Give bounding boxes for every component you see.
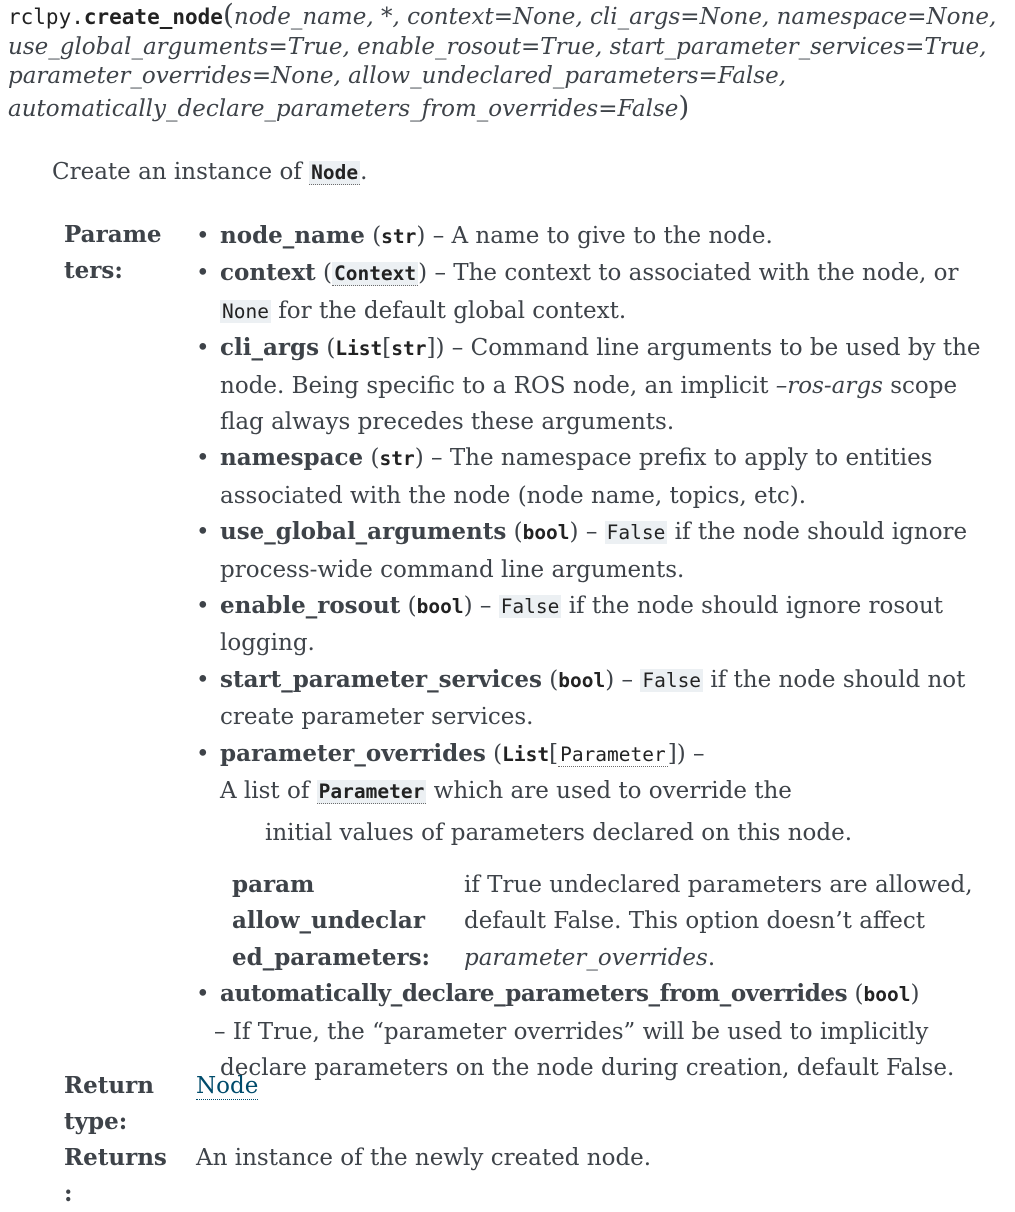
signature-separator: ,: [979, 33, 987, 60]
parameter-class-link[interactable]: Parameter: [318, 780, 425, 804]
parameter-type-link[interactable]: Parameter: [560, 742, 666, 766]
description-prefix: Create an instance of: [52, 159, 310, 185]
param-node-name: • node_name (str) – A name to give to the node.: [196, 218, 1008, 255]
allow-undeclared-definition: [232, 867, 1008, 976]
signature-separator: ,: [392, 4, 408, 30]
param-context: • context ( Context) – The context to associated with the node, or None for the default global context.: [196, 259, 959, 324]
signature-separator: ,: [575, 4, 590, 30]
signature-arg: automatically_declare_parameters_from_overrides=False: [8, 95, 679, 122]
signature-arg: allow_undeclared_parameters=False: [348, 63, 779, 89]
signature-separator: ,: [333, 63, 349, 89]
signature-arg: context=None: [407, 4, 576, 30]
param-cli-args: • cli_args (List[str]) – Command line arguments to be used by the node. Being specific to a ROS node, an implicit –ros-args scope flag always precedes these arguments.: [196, 334, 981, 436]
bullet: •: [196, 223, 210, 249]
param-parameter-overrides: • parameter_overrides (List[ Parameter]) – A list of Parameter which are used to override the initial values of parameters declared on this node. param allow_undeclar ed_parameters: if True undeclared parameters are allowed, default False. This option doesn’t affect parameter_overrides.: [196, 736, 1008, 976]
function-description: [52, 157, 367, 188]
signature-arg: namespace=None: [776, 4, 989, 30]
param-use-global-arguments: • use_global_arguments (bool) – False if the node should ignore process-wide command line arguments.: [196, 518, 968, 583]
signature-separator: ,: [342, 33, 358, 60]
node-return-link[interactable]: Node: [196, 1073, 259, 1099]
signature-separator: ,: [366, 4, 381, 30]
param-namespace: • namespace (str) – The namespace prefix to apply to entities associated with the node (node name, topics, etc).: [196, 444, 933, 509]
module-name: rclpy.: [8, 5, 84, 29]
param-start-parameter-services: • start_parameter_services (bool) – False if the node should not create parameter services.: [196, 665, 966, 731]
open-paren: (: [222, 0, 234, 31]
signature-arg: parameter_overrides=None: [8, 63, 334, 89]
definition-body: if True undeclared parameters are allowed, default False. This option doesn’t affect parameter_overrides.: [464, 871, 973, 971]
function-name: create_node: [83, 5, 223, 29]
signature-arg: node_name: [233, 4, 367, 30]
parameters-label: Parame ters:: [64, 221, 162, 284]
signature-arg: *: [380, 4, 393, 30]
signature-arg: use_global_arguments=True: [8, 33, 343, 60]
signature-separator: ,: [761, 4, 777, 30]
param-auto-declare: • automatically_declare_parameters_from_overrides (bool) – If True, the “parameter overrides” will be used to implicitly declare parameters on the node during creation, default False.: [196, 980, 955, 1081]
param-enable-rosout: • enable_rosout (bool) – False if the node should ignore rosout logging.: [196, 592, 944, 657]
return-type-label: Return type:: [64, 1072, 154, 1135]
parameters-list: [196, 218, 1008, 1086]
signature-arg: start_parameter_services=True: [609, 33, 980, 60]
function-signature: [8, 0, 1008, 124]
returns-value: An instance of the newly created node.: [196, 1145, 652, 1171]
signature-arg: cli_args=None: [589, 4, 762, 30]
returns-label: Returns :: [64, 1144, 167, 1207]
return-type-value: [196, 1068, 258, 1104]
description-suffix: .: [360, 159, 368, 185]
context-type-link[interactable]: Context: [333, 262, 417, 286]
signature-arg: enable_rosout=True: [357, 33, 596, 60]
signature-separator: ,: [778, 63, 787, 89]
node-class-link[interactable]: Node: [311, 161, 359, 184]
signature-separator: ,: [595, 33, 610, 60]
close-paren: ): [678, 89, 690, 123]
signature-separator: ,: [988, 4, 997, 30]
definition-term: param allow_undeclar ed_parameters:: [232, 870, 431, 971]
